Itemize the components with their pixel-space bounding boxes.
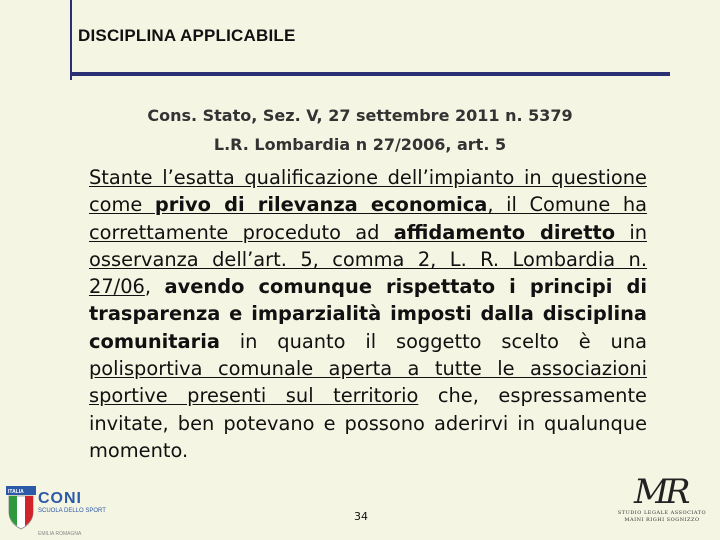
coni-subtitle: SCUOLA DELLO SPORT [38, 508, 106, 514]
text-segment: in osservanza dell’art. 5, comma 2, L. R. Lombardia n. 27/06 [89, 220, 647, 299]
text-segment: come [89, 193, 155, 217]
header-horizontal-rule [70, 72, 670, 76]
reference-ruling: Cons. Stato, Sez. V, 27 settembre 2011 n. 5379 [147, 106, 573, 125]
coni-logo [6, 486, 116, 540]
text-segment-emphasis: privo di rilevanza economica [154, 193, 488, 217]
mr-monogram: MR [634, 472, 687, 512]
coni-italia-label: ITALIA [8, 489, 24, 495]
text-segment-emphasis: avendo comunque rispettato i principi di trasparenza e imparzialità imposti dalla disciplina comunitaria [89, 275, 647, 353]
page-number: 34 [354, 510, 368, 523]
law-firm-logo [612, 472, 712, 534]
slide-title: DISCIPLINA APPLICABILE [78, 26, 296, 45]
text-segment: in quanto il soggetto scelto è una [219, 329, 647, 353]
text-segment: Stante l’esatta qualificazione dell’impianto in questione [89, 166, 647, 189]
coni-region: EMILIA ROMAGNA [38, 531, 82, 537]
text-segment: polisportiva comunale aperta a tutte le associazioni sportive presenti sul territorio [89, 357, 647, 408]
body-paragraph [89, 164, 647, 464]
header-vertical-rule [70, 0, 72, 80]
law-firm-subtitle: STUDIO LEGALE ASSOCIATO MAINI RIGHI SOGNIZZO [617, 510, 707, 523]
text-segment: , [144, 275, 165, 299]
coni-name: CONI [38, 490, 82, 507]
reference-law: L.R. Lombardia n 27/2006, art. 5 [213, 135, 507, 154]
text-segment: , il Comune ha correttamente proceduto ad [89, 193, 647, 244]
text-segment-emphasis: affidamento diretto [393, 220, 616, 244]
text-segment: che, espressamente invitate, ben potevano e possono aderirvi in qualunque momento. [89, 384, 647, 462]
